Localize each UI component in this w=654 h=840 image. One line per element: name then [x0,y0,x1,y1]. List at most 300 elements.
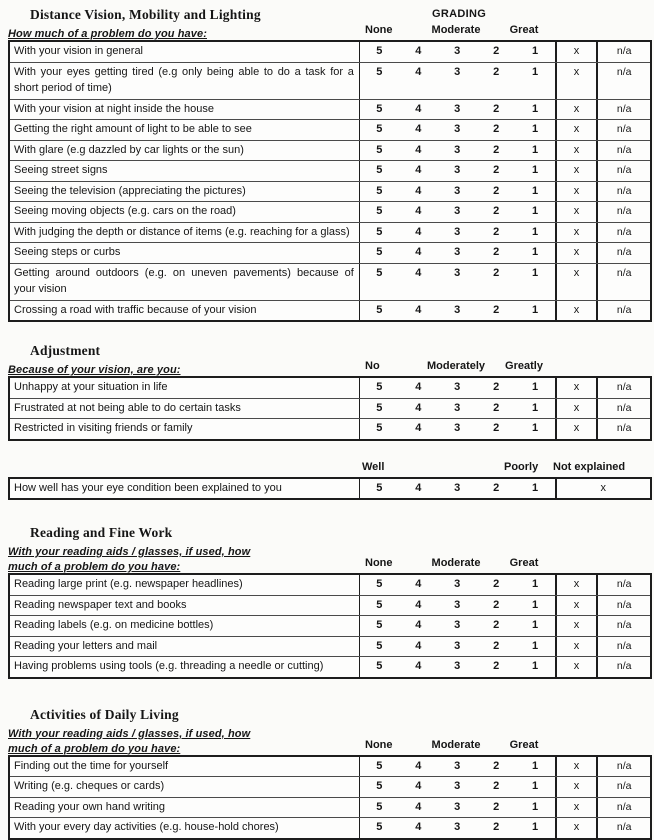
cross-cell: x [557,777,599,797]
question-text: Unhappy at your situation in life [10,378,360,398]
rating-value: 1 [532,65,539,78]
question-row [10,418,650,439]
anchor-label: Well [362,460,385,473]
na-cell: n/a [616,102,632,115]
question-text: Finding out the time for yourself [10,757,360,777]
prompt-text: Because of your vision, are you: [8,364,181,376]
question-text: Seeing steps or curbs [10,243,360,263]
rating-value: 3 [454,123,461,135]
rating-value: 1 [532,45,539,57]
rating-value: 3 [454,481,461,494]
prompt-text: With your reading aids / glasses, if used, how [8,546,251,558]
rating-scale [360,202,557,222]
rating-value: 3 [454,422,461,434]
scale-anchors [360,360,558,375]
question-text: Reading newspaper text and books [10,596,360,616]
question-row [10,140,650,161]
anchor-label: None [365,24,393,36]
anchor-label: Not explained [553,460,626,473]
anchor-label: Great [509,557,539,569]
grading-table [8,40,652,322]
rating-value: 1 [532,303,539,316]
na-cell: n/a [616,759,632,772]
cross-cell: x [557,399,599,419]
rating-value: 2 [493,598,500,611]
explained-table [8,477,652,501]
rating-value: 4 [415,123,422,135]
rating-value: 4 [415,780,422,792]
rating-value: 3 [454,205,461,217]
cross-cell: x [557,223,599,243]
na-cell: n/a [616,598,632,611]
question-text: How well has your eye condition been explained to you [10,479,360,499]
anchor-label: Moderate [431,738,481,751]
question-text: Writing (e.g. cheques or cards) [10,777,360,797]
rating-scale [360,818,557,838]
rating-value: 3 [454,821,461,833]
rating-scale [360,637,557,657]
na-cell: n/a [616,65,632,78]
rating-value: 4 [415,102,422,115]
rating-value: 1 [532,164,539,176]
rating-value: 1 [532,578,539,590]
anchor-label: Great [509,24,539,36]
na-cell: n/a [616,266,632,279]
question-row [10,119,650,140]
rating-value: 3 [454,759,461,772]
rating-value: 2 [493,45,500,57]
rating-scale [360,657,557,677]
question-row [10,479,650,499]
cross-cell: x [557,141,599,161]
grading-table [8,376,652,441]
cross-cell: x [557,419,599,439]
rating-value: 5 [376,123,383,135]
rating-value: 4 [415,422,422,434]
grading-heading: GRADING [432,8,487,20]
rating-value: 3 [454,639,461,652]
rating-value: 5 [376,143,383,156]
rating-value: 4 [415,65,422,78]
rating-value: 4 [415,205,422,217]
rating-value: 5 [376,45,383,57]
rating-value: 1 [532,143,539,156]
cross-cell: x [557,264,599,300]
rating-value: 1 [532,225,539,238]
na-cell: n/a [616,123,632,135]
rating-value: 2 [493,102,500,115]
rating-value: 5 [376,225,383,238]
question-row [10,201,650,222]
question-row [10,42,650,62]
question-text: Frustrated at not being able to do certain tasks [10,399,360,419]
rating-scale [360,161,557,181]
rating-value: 1 [532,266,539,279]
rating-value: 1 [532,598,539,611]
rating-value: 4 [415,246,422,258]
rating-value: 1 [532,401,539,414]
question-row [10,398,650,419]
rating-value: 5 [376,184,383,197]
rating-value: 3 [454,246,461,258]
rating-scale [360,378,557,398]
section-adjustment [8,342,652,441]
rating-value: 2 [493,225,500,238]
rating-scale [360,616,557,636]
question-text: Reading your letters and mail [10,637,360,657]
rating-value: 5 [376,639,383,652]
na-cell: n/a [616,225,632,238]
prompt-row [8,360,652,375]
question-text: Getting around outdoors (e.g. on uneven pavements) because of your vision [10,264,360,300]
rating-value: 2 [493,184,500,197]
question-text: With your eyes getting tired (e.g only being able to do a task for a short period of time) [10,63,360,99]
question-text: With judging the depth or distance of items (e.g. reaching for a glass) [10,223,360,243]
rating-scale [360,223,557,243]
rating-value: 5 [376,164,383,176]
rating-value: 3 [454,780,461,792]
question-row [10,378,650,398]
rating-scale [360,479,557,499]
rating-value: 1 [532,381,539,393]
rating-scale [360,42,557,62]
rating-value: 4 [415,225,422,238]
rating-value: 4 [415,164,422,176]
question-text: With your vision at night inside the house [10,100,360,120]
na-cell: n/a [616,164,632,176]
rating-scale [360,757,557,777]
section-header [8,706,652,724]
question-row [10,62,650,99]
rating-value: 3 [454,660,461,672]
rating-value: 2 [493,821,500,833]
rating-value: 5 [376,205,383,217]
cross-cell: x [557,301,599,321]
question-text: Crossing a road with traffic because of your vision [10,301,360,321]
rating-scale [360,141,557,161]
anchor-label: Greatly [505,360,543,372]
rating-value: 4 [415,619,422,631]
rating-value: 5 [376,759,383,772]
question-text: Reading large print (e.g. newspaper headlines) [10,575,360,595]
anchor-label: Moderately [426,360,486,372]
prompt-row [8,24,652,39]
rating-value: 3 [454,184,461,197]
na-cell: n/a [616,619,632,631]
question-text: With your vision in general [10,42,360,62]
question-row [10,181,650,202]
question-text: With glare (e.g dazzled by car lights or the sun) [10,141,360,161]
prompt-text: much of a problem do you have: [8,561,181,573]
rating-value: 4 [415,481,422,494]
rating-value: 1 [532,759,539,772]
rating-value: 3 [454,45,461,57]
prompt-text: With your reading aids / glasses, if used, how [8,727,251,740]
prompt-row [8,739,652,754]
rating-value: 5 [376,422,383,434]
na-cell: n/a [616,303,632,316]
cross-cell: x [557,657,599,677]
section-title: Adjustment [30,343,101,358]
rating-value: 5 [376,578,383,590]
rating-value: 1 [532,660,539,672]
grading-table [8,573,652,679]
rating-value: 1 [532,422,539,434]
rating-value: 5 [376,102,383,115]
section-explained [8,461,652,501]
question-row [10,636,650,657]
rating-value: 4 [415,266,422,279]
rating-value: 5 [376,598,383,611]
cross-cell: x [557,757,599,777]
rating-value: 2 [493,800,500,813]
na-cell: n/a [616,205,632,217]
anchor-label: None [365,557,393,569]
rating-scale [360,100,557,120]
question-text: Getting the right amount of light to be able to see [10,120,360,140]
cross-cell: x [557,182,599,202]
question-row [10,595,650,616]
rating-value: 3 [454,303,461,316]
rating-scale [360,120,557,140]
rating-value: 2 [493,143,500,156]
question-row [10,242,650,263]
section-title: Activities of Daily Living [30,706,179,722]
rating-scale [360,63,557,99]
rating-value: 4 [415,381,422,393]
prompt-text: How much of a problem do you have: [8,28,207,40]
rating-value: 2 [493,578,500,590]
rating-value: 5 [376,800,383,813]
rating-value: 3 [454,381,461,393]
cross-cell: x [557,202,599,222]
na-cell: n/a [616,143,632,156]
anchor-label: None [365,738,393,751]
cross-cell: x [557,378,599,398]
rating-value: 3 [454,401,461,414]
anchor-label: Great [509,738,539,751]
rating-value: 2 [493,303,500,316]
na-cell: n/a [616,401,632,414]
rating-scale [360,182,557,202]
cross-cell: x [557,42,599,62]
na-cell: n/a [616,45,632,57]
na-cell: n/a [616,422,632,434]
cross-cell: x [557,575,599,595]
rating-value: 5 [376,303,383,316]
prompt-row [8,557,652,572]
rating-value: 4 [415,184,422,197]
rating-value: 2 [493,266,500,279]
rating-value: 1 [532,619,539,631]
rating-scale [360,777,557,797]
rating-value: 5 [376,780,383,792]
rating-value: 4 [415,401,422,414]
rating-value: 2 [493,164,500,176]
question-row [10,776,650,797]
rating-value: 1 [532,205,539,217]
question-text: With your every day activities (e.g. house-hold chores) [10,818,360,838]
na-cell: n/a [616,660,632,672]
cross-cell: x [557,818,599,838]
question-row [10,817,650,838]
na-cell: n/a [616,800,632,813]
cross-cell: x [557,100,599,120]
rating-value: 3 [454,143,461,156]
rating-scale [360,264,557,300]
question-text: Reading labels (e.g. on medicine bottles) [10,616,360,636]
rating-value: 2 [493,123,500,135]
rating-scale [360,399,557,419]
rating-value: 4 [415,639,422,652]
rating-value: 2 [493,780,500,792]
question-text: Seeing street signs [10,161,360,181]
question-row [10,263,650,300]
rating-value: 4 [415,143,422,156]
rating-scale [360,419,557,439]
prompt-text: much of a problem do you have: [8,742,181,755]
rating-value: 2 [493,246,500,258]
question-row [10,575,650,595]
rating-value: 1 [532,481,539,494]
rating-value: 4 [415,598,422,611]
rating-value: 4 [415,45,422,57]
rating-value: 3 [454,598,461,611]
anchor-label: No [365,360,380,372]
rating-value: 2 [493,759,500,772]
rating-scale [360,575,557,595]
cross-cell: x [557,798,599,818]
rating-value: 1 [532,639,539,652]
anchor-label: Moderate [431,24,481,36]
rating-value: 4 [415,303,422,316]
rating-value: 5 [376,401,383,414]
rating-value: 3 [454,65,461,78]
rating-value: 2 [493,422,500,434]
section-header [8,524,652,542]
rating-scale [360,596,557,616]
rating-value: 2 [493,65,500,78]
anchor-label: Moderate [431,557,481,569]
question-row [10,656,650,677]
rating-value: 1 [532,184,539,197]
section-title: Reading and Fine Work [30,525,173,540]
question-row [10,222,650,243]
cross-cell: x [557,63,599,99]
prompt-row [8,542,652,557]
cross-cell: x [557,637,599,657]
rating-scale [360,243,557,263]
rating-value: 5 [376,660,383,672]
prompt-row [8,724,652,739]
question-row [10,99,650,120]
question-row [10,300,650,321]
scale-anchors [360,739,558,754]
question-text: Restricted in visiting friends or family [10,419,360,439]
scale-anchors [360,557,558,572]
section-daily-living [8,706,652,840]
rating-value: 5 [376,381,383,393]
rating-value: 5 [376,246,383,258]
grading-table [8,755,652,840]
question-row [10,757,650,777]
rating-value: 3 [454,225,461,238]
explained-header [8,461,652,476]
cross-cell: x [557,616,599,636]
cross-cell: x [557,243,599,263]
question-text: Having problems using tools (e.g. threading a needle or cutting) [10,657,360,677]
rating-value: 3 [454,164,461,176]
rating-scale [360,301,557,321]
section-title: Distance Vision, Mobility and Lighting [30,7,261,22]
rating-value: 3 [454,800,461,813]
cross-cell: x [557,120,599,140]
na-cell: n/a [616,246,632,258]
rating-value: 1 [532,123,539,135]
na-cell: n/a [616,184,632,197]
rating-value: 2 [493,481,500,494]
rating-value: 4 [415,759,422,772]
rating-value: 4 [415,660,422,672]
rating-value: 2 [493,639,500,652]
rating-value: 4 [415,578,422,590]
rating-value: 3 [454,619,461,631]
anchor-label: Poorly [504,460,539,473]
na-cell: n/a [616,639,632,652]
rating-value: 4 [415,821,422,833]
rating-value: 1 [532,821,539,833]
section-distance-vision [8,6,652,322]
rating-value: 3 [454,578,461,590]
rating-value: 5 [376,821,383,833]
rating-value: 2 [493,401,500,414]
rating-value: 3 [454,266,461,279]
rating-value: 5 [376,65,383,78]
rating-value: 5 [376,266,383,279]
na-cell: n/a [616,821,632,833]
na-cell: n/a [616,578,632,590]
section-header [8,6,652,24]
rating-value: 1 [532,800,539,813]
cross-cell: x [557,596,599,616]
question-text: Reading your own hand writing [10,798,360,818]
rating-value: 3 [454,102,461,115]
rating-scale [360,798,557,818]
question-row [10,615,650,636]
rating-value: 1 [532,102,539,115]
question-row [10,160,650,181]
rating-value: 2 [493,205,500,217]
rating-value: 1 [532,780,539,792]
rating-value: 2 [493,381,500,393]
cross-cell: x [557,161,599,181]
question-text: Seeing the television (appreciating the pictures) [10,182,360,202]
rating-value: 4 [415,800,422,813]
question-text: Seeing moving objects (e.g. cars on the road) [10,202,360,222]
section-header [8,342,652,360]
cross-cell: x [600,481,607,494]
rating-value: 5 [376,481,383,494]
na-cell: n/a [616,780,632,792]
rating-value: 1 [532,246,539,258]
scale-anchors [360,24,558,39]
rating-value: 2 [493,619,500,631]
na-cell: n/a [616,381,632,393]
rating-value: 5 [376,619,383,631]
section-reading-fine-work [8,524,652,679]
question-row [10,797,650,818]
rating-value: 2 [493,660,500,672]
